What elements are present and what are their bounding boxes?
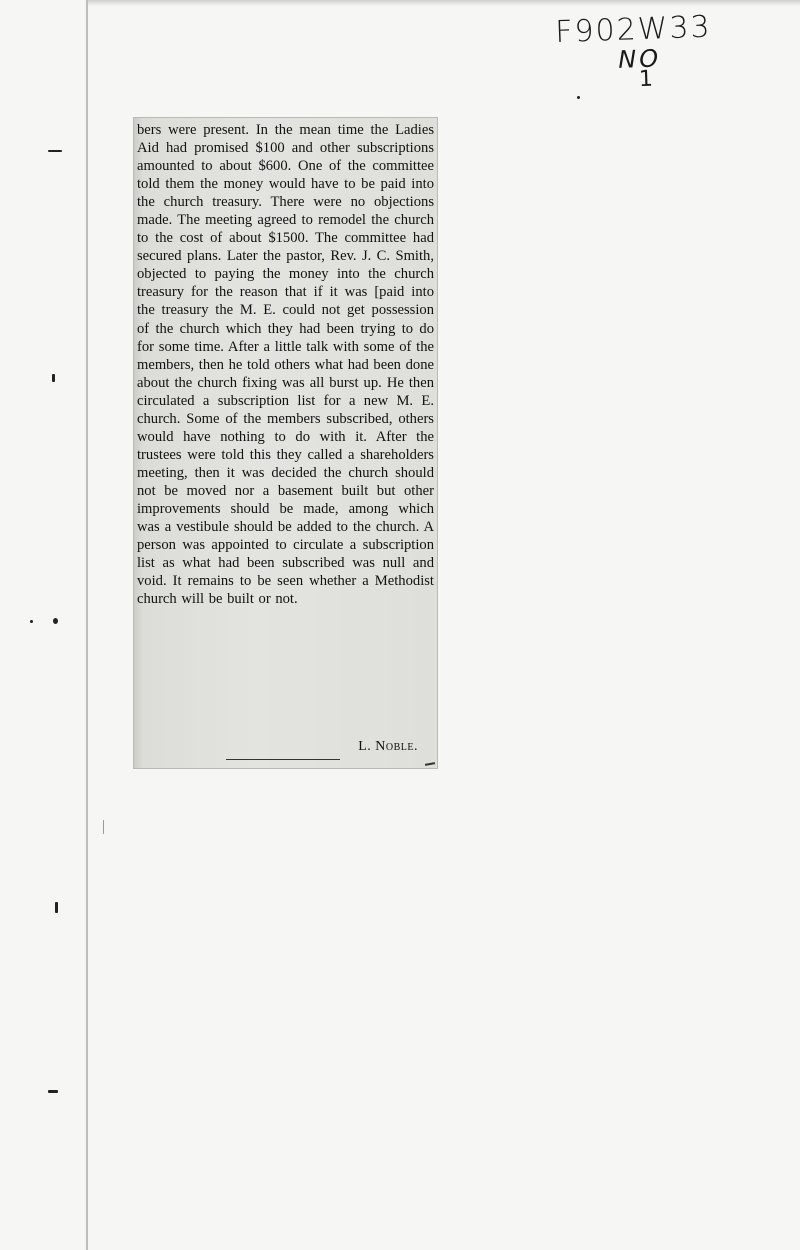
page-edge [86, 0, 88, 1250]
margin-dot [577, 96, 580, 99]
margin-dot [53, 618, 58, 624]
annotation-line-2: NO [617, 44, 662, 74]
margin-dot [30, 620, 33, 623]
annotation-line-1: F902W33 [554, 9, 713, 51]
article-body: bers were present. In the mean time the Ladies Aid had promised $100 and other subscriptions amounted to about $600. One of the committee told them the money would have to be paid into the church treasury. There were no objections made. The meeting agreed to remodel the church to the cost of about $1500. The committee had secured plans. Later the pastor, Rev. J. C. Smith, objected to paying the money into the church treasury for the reason that if it was [paid into the treasury the M. E. could not get possession of the church which they had been trying to do for some time. After a little talk with some of the members, then he told others what had been done about the church fixing was all burst up. He then circulated a subscription list for a new M. E. church. Some of the members subscribed, others would have nothing to do with it. After the trustees were told this they called a shareholders meeting, then it was decided the church should not be moved nor a basement built but other improvements should be made, among which was a vestibule should be added to the church. A person was appointed to circulate a subscription list as what had been subscribed was null and void. It remains to be seen whether a Methodist church will be built or not. [137, 122, 434, 608]
annotation-line-3: 1 [638, 66, 654, 93]
margin-mark [103, 820, 104, 834]
margin-mark [55, 902, 58, 913]
margin-mark [48, 150, 62, 152]
clipping-corner [425, 762, 435, 766]
newspaper-clipping [133, 117, 438, 769]
margin-mark [48, 1090, 58, 1093]
handwritten-annotation [555, 10, 788, 94]
article-signature: L. Noble. [358, 739, 418, 754]
closing-rule [226, 759, 340, 761]
margin-mark [52, 374, 55, 382]
page-top-edge [88, 0, 800, 6]
